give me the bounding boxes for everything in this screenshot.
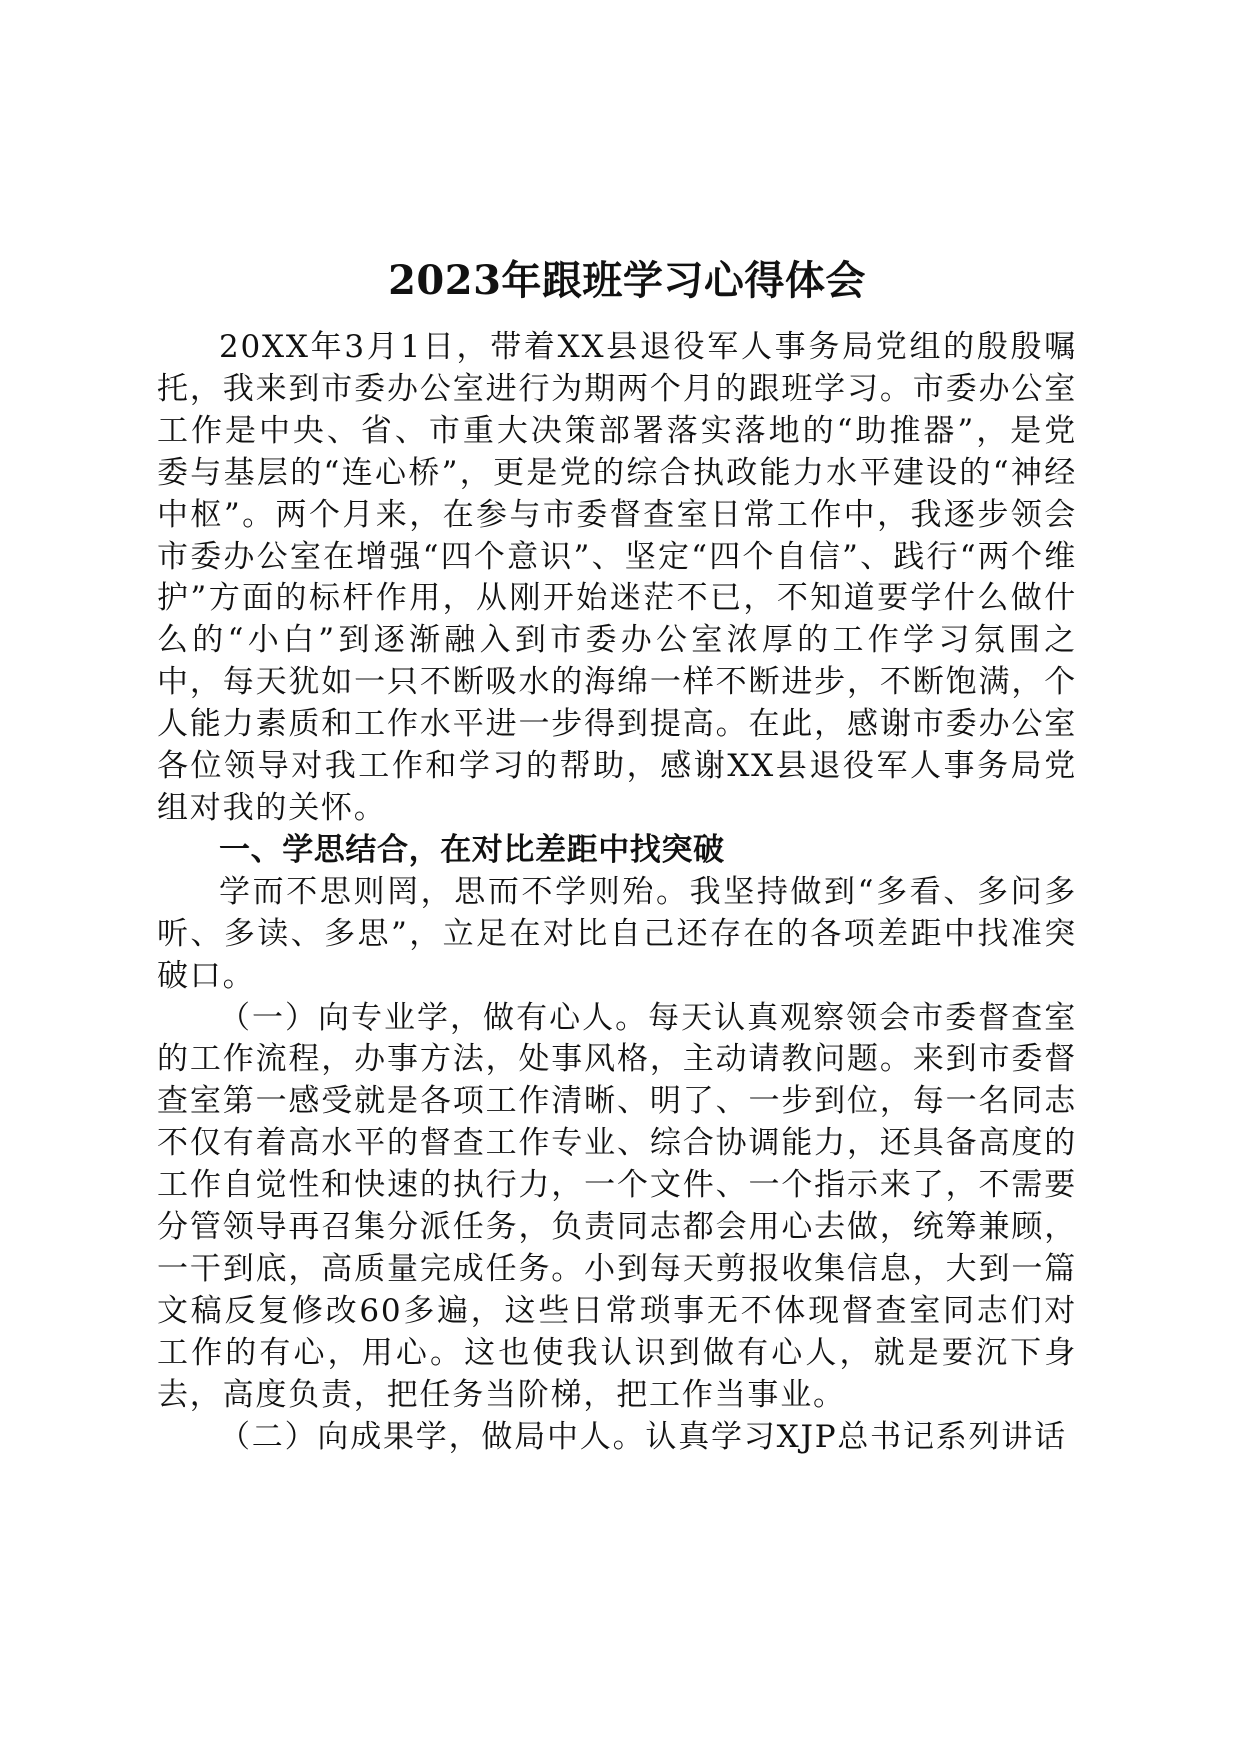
subsection-1-paragraph (157, 998, 1077, 1417)
document-title: 2023年跟班学习心得体会 (388, 257, 866, 304)
subsection-2-body: 认真学习XJP总书记系列讲话 (645, 1418, 1067, 1455)
subsection-1-title: （一）向专业学，做有心人。 (219, 999, 649, 1036)
intro-paragraph: 20XX年3月1日，带着XX县退役军人事务局党组的殷殷嘱托，我来到市委办公室进行为期两个月的跟班学习。市委办公室工作是中央、省、市重大决策部署落实落地的“助推器”，是党委与基层的“连心桥”，更是党的综合执政能力水平建设的“神经中枢”。两个月来，在参与市委督查室日常工作中，我逐步领会市委办公室在增强“四个意识”、坚定“四个自信”、践行“两个维护”方面的标杆作用，从刚开始迷茫不已，不知道要学什么做什么的“小白”到逐渐融入到市委办公室浓厚的工作学习氛围之中，每天犹如一只不断吸水的海绵一样不断进步，不断饱满，个人能力素质和工作水平进一步得到提高。在此，感谢市委办公室各位领导对我工作和学习的帮助，感谢XX县退役军人事务局党组对我的关怀。 (157, 329, 1077, 826)
section1-intro-paragraph: 学而不思则罔，思而不学则殆。我坚持做到“多看、多问多听、多读、多思”，立足在对比自己还存在的各项差距中找准突破口。 (157, 873, 1077, 994)
subsection-1-body: 每天认真观察领会市委督查室的工作流程，办事方法，处事风格，主动请教问题。来到市委督查室第一感受就是各项工作清晰、明了、一步到位，每一名同志不仅有着高水平的督查工作专业、综合协调能力，还具备高度的工作自觉性和快速的执行力，一个文件、一个指示来了，不需要分管领导再召集分派任务，负责同志都会用心去做，统筹兼顾，一干到底，高质量完成任务。小到每天剪报收集信息，大到一篇文稿反复修改60多遍，这些日常琐事无不体现督查室同志们对工作的有心，用心。这也使我认识到做有心人，就是要沉下身去，高度负责，把任务当阶梯，把工作当事业。 (157, 999, 1077, 1413)
subsection-2-paragraph (157, 1417, 1077, 1459)
document-body (157, 255, 1077, 1458)
subsection-2-title: （二）向成果学，做局中人。 (219, 1418, 646, 1455)
section-heading-1: 一、学思结合，在对比差距中找突破 (219, 831, 725, 868)
